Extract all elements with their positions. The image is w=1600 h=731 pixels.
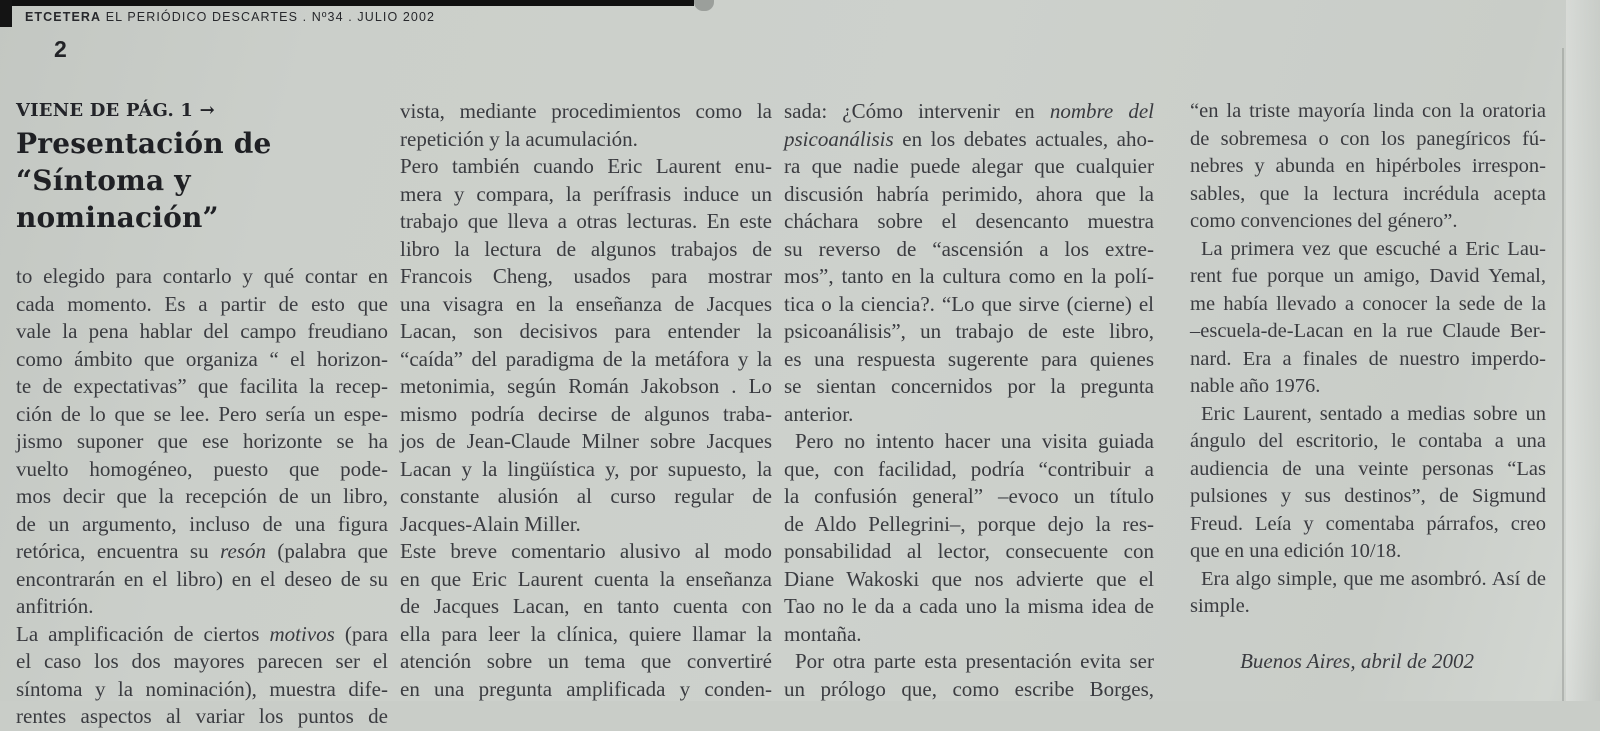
text-line: nard. Era a finales de nuestro imperdo- — [1190, 347, 1546, 370]
text-line: trabajo que lleva a otras lecturas. En este — [400, 209, 772, 233]
text-line: Pero también cuando Eric Laurent enu- — [400, 154, 772, 178]
text-line: vuelto homogéneo, puesto que pode- — [16, 456, 388, 481]
text-line: –escuela-de-Lacan en la rue Claude Ber- — [1190, 320, 1546, 342]
text-line: de sobremesa o con los panegíricos fú- — [1190, 127, 1546, 150]
article-title-line2: “Síntoma y nominación” — [16, 164, 219, 234]
article-title — [16, 125, 388, 236]
text-line: en que Eric Laurent cuenta la enseñanza — [400, 566, 772, 591]
text-line: discusión habría perimido, ahora que la — [784, 181, 1154, 206]
text-line: Eric Laurent, sentado a medias sobre un — [1201, 402, 1546, 425]
text-line: audiencia de una veinte personas “Las — [1190, 457, 1546, 480]
page-edge-shading — [1566, 0, 1600, 701]
text-line: de un argumento, incluso de una figura — [16, 511, 388, 536]
text-line: síntoma y la nominación), muestra dife- — [16, 676, 388, 701]
text-line: como ámbito que organiza “ el horizon- — [16, 346, 388, 371]
text-line: vale la pena hablar del campo freudiano — [16, 319, 388, 343]
text-line: Este breve comentario alusivo al modo — [400, 539, 772, 563]
text-line: te de expectativas” que facilita la recep- — [16, 374, 388, 398]
scan-notch-artifact — [694, 0, 714, 11]
text-line: Era algo simple, que me asombró. Así de — [1201, 567, 1546, 590]
text-line: to elegido para contarlo y qué contar en — [16, 264, 388, 288]
text-line: de Jacques Lacan, en tanto cuenta con — [400, 594, 772, 618]
text-line: Diane Wakoski que nos advierte que el — [784, 566, 1154, 591]
text-line: retórica, encuentra su resón (palabra que — [16, 539, 388, 563]
text-line: que, con facilidad, podría “contribuir a — [784, 456, 1154, 481]
text-line: el caso los dos mayores parecen ser el — [16, 649, 388, 673]
column-4-text — [1190, 98, 1546, 621]
text-line: La primera vez que escuché a Eric Lau- — [1201, 237, 1546, 260]
text-line: jismo suponer que ese horizonte se ha — [16, 429, 388, 453]
text-line: psicoanálisis en los debates actuales, aho- — [784, 126, 1154, 151]
text-line: mos decir que la recepción de un libro, — [16, 484, 388, 508]
text-line: cada momento. Es a partir de esto que — [16, 291, 388, 316]
page-number: 2 — [54, 36, 67, 62]
column-1-text — [16, 263, 388, 731]
text-line: rent fue porque un amigo, David Yemal, — [1190, 265, 1546, 287]
masthead-subtitle: EL PERIÓDICO DESCARTES . Nº34 . JULIO 2002 — [101, 10, 436, 24]
text-line: ción de lo que se lee. Pero sería un espe- — [16, 401, 388, 426]
text-line: tica o la ciencia?. “Lo que sirve (cierne) el — [784, 291, 1154, 316]
text-line: Tao no le da a cada uno la misma idea de — [784, 594, 1154, 618]
continued-from-kicker: VIENE DE PÁG. 1 → — [16, 100, 215, 121]
text-line: encontrarán en el libro) en el deseo de su — [16, 566, 388, 591]
text-line: la confusión general” –evoco un título — [784, 484, 1154, 508]
text-line: ra que nadie puede alegar que cualquier — [784, 154, 1154, 178]
scan-corner-artifact — [0, 0, 12, 27]
text-line: me había llevado a conocer la sede de la — [1190, 292, 1546, 315]
text-line: cháchara sobre el desencanto muestra — [784, 209, 1154, 233]
text-line: atención sobre un tema que convertiré — [400, 649, 772, 673]
text-line: ponsabilidad al lector, consecuente con — [784, 539, 1154, 563]
text-line: vista, mediante procedimientos como la — [400, 99, 772, 123]
article-columns — [16, 98, 1546, 731]
text-line: de Aldo Pellegrini–, porque dejo la res- — [784, 511, 1154, 536]
text-line: Por otra parte esta presentación evita ser — [795, 649, 1154, 673]
text-line: Jacques-Alain Miller. — [400, 511, 581, 536]
text-line: sada: ¿Cómo intervenir en nombre del — [784, 99, 1155, 123]
text-line: Lacan, son decisivos para entender la — [400, 319, 772, 343]
scan-top-bar-artifact — [0, 0, 694, 6]
text-line: es una respuesta sugerente para quienes — [784, 346, 1154, 371]
text-line: rentes aspectos al variar los puntos de — [16, 704, 388, 728]
article-title-line1: Presentación de — [16, 127, 272, 160]
text-line: en una pregunta amplificada y conden- — [400, 676, 772, 701]
text-line: “caída” del paradigma de la metáfora y la — [400, 346, 772, 371]
text-line: constante alusión al curso regular de — [400, 484, 772, 508]
text-line: como convenciones del género”. — [1190, 210, 1458, 232]
text-line: mismo podría decirse de algunos traba- — [400, 401, 772, 426]
text-line: Francois Cheng, usados para mostrar — [400, 264, 772, 288]
text-line: que en una edición 10/18. — [1190, 540, 1402, 562]
page-edge-line — [1562, 48, 1564, 701]
text-line: mos”, tanto en la cultura como en la polí- — [784, 264, 1154, 288]
text-line: repetición y la acumulación. — [400, 126, 638, 151]
text-line: libro la lectura de algunos trabajos de — [400, 236, 772, 261]
text-line: jos de Jean-Claude Milner sobre Jacques — [400, 429, 772, 453]
text-line: La amplificación de ciertos motivos (para — [16, 621, 388, 646]
text-line: sables, que la lectura incrédula acepta — [1190, 182, 1546, 205]
text-line: nebres y abunda en hipérboles irrespon- — [1190, 155, 1546, 177]
text-line: “en la triste mayoría linda con la oratoria — [1190, 100, 1546, 122]
text-line: Pero no intento hacer una visita guiada — [795, 429, 1154, 453]
masthead — [25, 10, 435, 24]
column-2 — [400, 98, 772, 731]
text-line: ángulo del escritorio, le contaba a una — [1190, 430, 1546, 452]
text-line: nable año 1976. — [1190, 375, 1321, 397]
column-3-text — [784, 98, 1154, 703]
text-line: anfitrión. — [16, 594, 94, 618]
text-line: psicoanálisis”, un trabajo de este libro, — [784, 319, 1154, 343]
text-line: Lacan y la lingüística y, por supuesto, la — [400, 456, 772, 481]
text-line: simple. — [1190, 595, 1250, 617]
text-line: su reverso de “ascensión a los extre- — [784, 236, 1154, 261]
masthead-brand: ETCETERA — [25, 10, 102, 24]
column-3 — [784, 98, 1154, 731]
column-1 — [16, 98, 388, 731]
text-line: montaña. — [784, 621, 862, 646]
text-line: un prólogo que, como escribe Borges, — [784, 676, 1154, 701]
text-line: Freud. Leía y comentaba párrafos, creo — [1190, 512, 1546, 535]
dateline: Buenos Aires, abril de 2002 — [1240, 648, 1474, 673]
column-2-text — [400, 98, 772, 703]
text-line: una visagra en la enseñanza de Jacques — [400, 291, 772, 316]
text-line: metonimia, según Román Jakobson . Lo — [400, 374, 772, 398]
column-4 — [1190, 98, 1546, 731]
text-line: se sientan concernidos por la pregunta — [784, 374, 1154, 398]
text-line: mera y compara, la perífrasis induce un — [400, 181, 772, 206]
text-line: anterior. — [784, 401, 854, 426]
text-line: pulsiones y sus destinos”, de Sigmund — [1190, 485, 1546, 507]
text-line: ella para leer la clínica, quiere llamar la — [400, 621, 772, 646]
